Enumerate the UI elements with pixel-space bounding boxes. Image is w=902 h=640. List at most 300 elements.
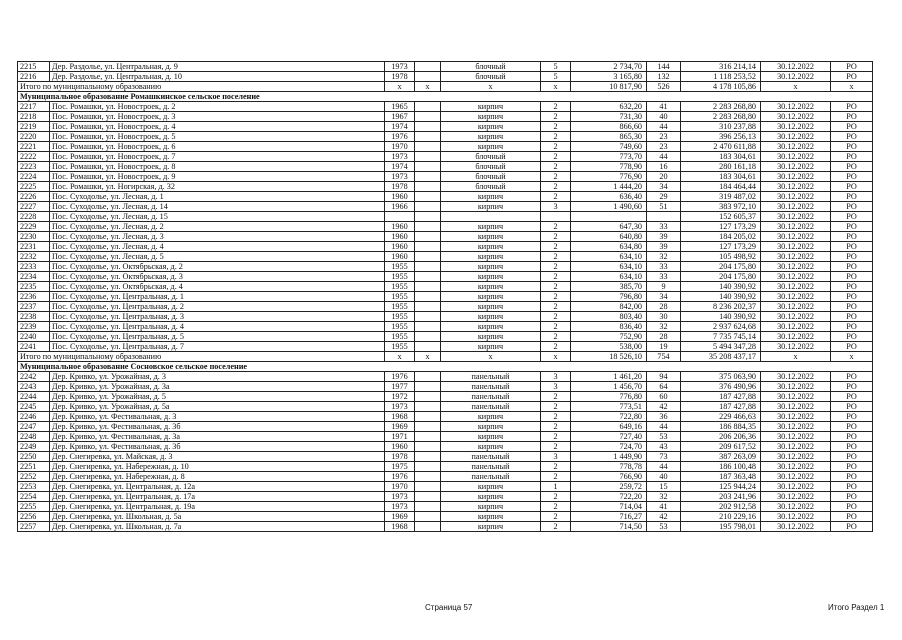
table-cell: РО [831,332,873,342]
table-cell: 202 912,58 [681,502,761,512]
table-row [18,432,873,442]
table-cell: панельный [441,402,541,412]
table-cell: 30.12.2022 [761,62,831,72]
table-cell [415,412,441,422]
table-row [18,222,873,232]
table-cell [415,492,441,502]
table-cell: 30.12.2022 [761,262,831,272]
table-cell: 32 [647,252,681,262]
table-cell: 30.12.2022 [761,402,831,412]
table-cell: кирпич [441,312,541,322]
table-cell: 1977 [385,382,415,392]
table-cell: 385,70 [571,282,647,292]
table-cell [415,252,441,262]
table-row [18,252,873,262]
table-row [18,342,873,352]
table-row [18,232,873,242]
table-row [18,292,873,302]
table-cell: 183 304,61 [681,152,761,162]
table-cell: РО [831,432,873,442]
table-cell: 127 173,29 [681,222,761,232]
table-cell [415,422,441,432]
table-cell: 2 [541,282,571,292]
table-row [18,462,873,472]
table-cell: кирпич [441,262,541,272]
table-cell: РО [831,492,873,502]
table-row [18,212,873,222]
table-cell: 383 972,10 [681,202,761,212]
address-cell: Пос. Ромашки, ул. Новостроек, д. 9 [50,172,385,182]
table-row [18,282,873,292]
table-cell: 15 [647,482,681,492]
table-cell: 9 [647,282,681,292]
row-number: 2244 [18,392,50,402]
table-cell: кирпич [441,282,541,292]
table-cell: 18 526,10 [571,352,647,362]
housing-registry-table [17,61,873,532]
address-cell: Пос. Ромашки, ул. Новостроек, д. 7 [50,152,385,162]
table-cell: 778,90 [571,162,647,172]
table-cell: панельный [441,382,541,392]
table-cell [415,282,441,292]
table-cell: 3 [541,202,571,212]
table-cell [571,212,647,222]
table-cell: 73 [647,452,681,462]
table-cell: 30.12.2022 [761,172,831,182]
table-cell: 1960 [385,242,415,252]
address-cell: Дер. Кривко, ул. Урожайная, д. 5а [50,402,385,412]
table-cell: 30.12.2022 [761,422,831,432]
table-cell: кирпич [441,142,541,152]
address-cell: Дер. Раздолье, ул. Центральная, д. 10 [50,72,385,82]
row-number: 2230 [18,232,50,242]
table-cell: 319 487,02 [681,192,761,202]
table-cell: 204 175,80 [681,272,761,282]
table-cell: 2 937 624,68 [681,322,761,332]
table-cell: 5 [541,62,571,72]
table-cell: 310 237,88 [681,122,761,132]
address-cell: Пос. Ромашки, ул. Новостроек, д. 5 [50,132,385,142]
table-cell: 186 100,48 [681,462,761,472]
row-number: 2237 [18,302,50,312]
table-cell [415,242,441,252]
row-number: 2231 [18,242,50,252]
table-cell: РО [831,102,873,112]
table-cell: РО [831,272,873,282]
table-row [18,412,873,422]
table-row [18,522,873,532]
table-cell: 714,50 [571,522,647,532]
row-number: 2228 [18,212,50,222]
table-cell [415,142,441,152]
table-cell: 16 [647,162,681,172]
subtotal-label: Итого по муниципальному образованию [18,352,385,362]
table-cell: РО [831,452,873,462]
table-cell: x [831,82,873,92]
table-cell: РО [831,312,873,322]
table-cell: 387 263,09 [681,452,761,462]
table-cell: 2 283 268,80 [681,102,761,112]
table-cell: 30.12.2022 [761,242,831,252]
table-cell: РО [831,372,873,382]
table-cell [415,522,441,532]
table-cell: 1 118 253,52 [681,72,761,82]
row-number: 2252 [18,472,50,482]
table-cell: 7 735 745,14 [681,332,761,342]
table-cell: 210 229,16 [681,512,761,522]
address-cell: Дер. Кривко, ул. Фестивальная, д. 3а [50,432,385,442]
table-row [18,162,873,172]
table-row [18,72,873,82]
table-cell [415,162,441,172]
table-cell: 2 [541,242,571,252]
table-cell: 2 734,70 [571,62,647,72]
address-cell: Дер. Кривко, ул. Урожайная, д. 3 [50,372,385,382]
table-cell: 752,90 [571,332,647,342]
table-row [18,322,873,332]
table-cell: 30.12.2022 [761,372,831,382]
table-cell: РО [831,292,873,302]
table-cell: 2 [541,162,571,172]
table-cell: кирпич [441,242,541,252]
table-cell [415,402,441,412]
table-cell: кирпич [441,442,541,452]
table-cell: 30.12.2022 [761,322,831,332]
row-number: 2223 [18,162,50,172]
table-cell: 2 [541,332,571,342]
table-cell: 1 490,60 [571,202,647,212]
table-cell: 53 [647,432,681,442]
table-cell: 127 173,29 [681,242,761,252]
table-cell: 1967 [385,112,415,122]
table-cell: панельный [441,462,541,472]
table-cell: РО [831,262,873,272]
table-cell: 1 444,20 [571,182,647,192]
table-cell: 634,10 [571,262,647,272]
table-cell: 2 [541,132,571,142]
table-cell: кирпич [441,432,541,442]
table-cell: 2 [541,392,571,402]
row-number: 2253 [18,482,50,492]
address-cell: Пос. Суходолье, ул. Центральная, д. 5 [50,332,385,342]
table-row [18,512,873,522]
row-number: 2250 [18,452,50,462]
table-cell: 1969 [385,512,415,522]
address-cell: Пос. Суходолье, ул. Лесная, д. 14 [50,202,385,212]
table-cell: 33 [647,222,681,232]
table-cell [415,122,441,132]
table-cell: 30.12.2022 [761,152,831,162]
table-cell: 140 390,92 [681,292,761,302]
table-cell: 187 427,88 [681,392,761,402]
table-cell: 1 456,70 [571,382,647,392]
table-cell: РО [831,222,873,232]
table-cell: x [761,82,831,92]
table-cell [415,292,441,302]
table-cell: 2 [541,232,571,242]
table-cell: 1960 [385,222,415,232]
table-cell: РО [831,152,873,162]
table-cell: 2 [541,402,571,412]
row-number: 2236 [18,292,50,302]
table-cell: РО [831,302,873,312]
table-cell: 1973 [385,502,415,512]
table-cell: 396 256,13 [681,132,761,142]
table-cell: 203 241,96 [681,492,761,502]
table-cell: 724,70 [571,442,647,452]
table-cell: 204 175,80 [681,262,761,272]
table-cell: 30.12.2022 [761,202,831,212]
table-cell: 41 [647,502,681,512]
table-cell: 1955 [385,322,415,332]
table-cell: РО [831,402,873,412]
table-cell: 375 063,90 [681,372,761,382]
table-cell [647,212,681,222]
table-row [18,302,873,312]
table-cell: 30.12.2022 [761,212,831,222]
table-cell: x [441,352,541,362]
table-cell: РО [831,502,873,512]
table-cell: 19 [647,342,681,352]
address-cell: Пос. Ромашки, ул. Ногирская, д. 32 [50,182,385,192]
table-cell: 1978 [385,72,415,82]
table-row [18,172,873,182]
table-cell: 1960 [385,252,415,262]
table-cell: блочный [441,162,541,172]
table-cell: 1 449,90 [571,452,647,462]
table-cell: 140 390,92 [681,282,761,292]
row-number: 2235 [18,282,50,292]
table-cell: 2 [541,442,571,452]
table-cell: 44 [647,152,681,162]
table-cell: 1971 [385,432,415,442]
address-cell: Пос. Суходолье, ул. Лесная, д. 5 [50,252,385,262]
table-cell: 1974 [385,122,415,132]
address-cell: Пос. Суходолье, ул. Октябрьская, д. 2 [50,262,385,272]
table-cell: 634,10 [571,252,647,262]
table-cell: 23 [647,132,681,142]
table-cell: 776,90 [571,172,647,182]
table-cell: x [441,82,541,92]
table-cell: 2 [541,492,571,502]
table-cell: 2 [541,112,571,122]
table-cell: 30.12.2022 [761,342,831,352]
table-cell: кирпич [441,202,541,212]
row-number: 2221 [18,142,50,152]
address-cell: Дер. Снегиревка, ул. Школьная, д. 7а [50,522,385,532]
table-cell: 184 464,44 [681,182,761,192]
table-cell: 33 [647,272,681,282]
table-cell: кирпич [441,222,541,232]
table-cell: 2 [541,302,571,312]
table-cell: 23 [647,142,681,152]
table-cell: кирпич [441,322,541,332]
table-cell: 526 [647,82,681,92]
table-cell: 5 [541,72,571,82]
table-cell: 727,40 [571,432,647,442]
table-cell: 4 178 105,86 [681,82,761,92]
table-cell: 30.12.2022 [761,452,831,462]
table-cell [415,372,441,382]
table-cell: 1960 [385,232,415,242]
table-cell: 2 [541,312,571,322]
address-cell: Пос. Суходолье, ул. Центральная, д. 2 [50,302,385,312]
table-row [18,422,873,432]
table-cell: 2 [541,262,571,272]
table-cell: РО [831,232,873,242]
table-cell: 2 [541,432,571,442]
table-cell: 766,90 [571,472,647,482]
table-cell: РО [831,112,873,122]
table-cell: 538,00 [571,342,647,352]
table-row [18,502,873,512]
table-row [18,102,873,112]
table-cell: 731,30 [571,112,647,122]
table-cell: x [761,352,831,362]
table-cell: 41 [647,102,681,112]
table-cell: 1976 [385,472,415,482]
address-cell: Дер. Снегиревка, ул. Центральная, д. 12а [50,482,385,492]
address-cell: Дер. Снегиревка, ул. Школьная, д. 5а [50,512,385,522]
table-cell: 2 [541,222,571,232]
table-cell: 803,40 [571,312,647,322]
table-cell: 20 [647,172,681,182]
table-cell [415,132,441,142]
table-cell: 44 [647,122,681,132]
table-row [18,182,873,192]
table-cell: 3 [541,372,571,382]
table-cell: кирпич [441,492,541,502]
table-cell: блочный [441,72,541,82]
table-cell: 186 884,35 [681,422,761,432]
table-row [18,392,873,402]
table-cell: РО [831,472,873,482]
table-cell: блочный [441,172,541,182]
table-cell: 773,51 [571,402,647,412]
table-cell: 30.12.2022 [761,122,831,132]
table-cell: 1955 [385,272,415,282]
table-cell: 30.12.2022 [761,132,831,142]
row-number: 2232 [18,252,50,262]
table-cell: 1955 [385,342,415,352]
table-cell [415,302,441,312]
table-cell: 2 [541,472,571,482]
table-cell [441,212,541,222]
row-number: 2239 [18,322,50,332]
table-cell [415,62,441,72]
table-cell: 30.12.2022 [761,312,831,322]
table-cell: 187 363,48 [681,472,761,482]
table-cell: РО [831,182,873,192]
table-cell: 60 [647,392,681,402]
table-cell: 30.12.2022 [761,232,831,242]
table-cell: 5 494 347,28 [681,342,761,352]
table-cell: 714,04 [571,502,647,512]
row-number: 2215 [18,62,50,72]
table-cell: РО [831,192,873,202]
table-cell: блочный [441,152,541,162]
address-cell: Пос. Суходолье, ул. Центральная, д. 7 [50,342,385,352]
table-cell [415,342,441,352]
table-cell: 30.12.2022 [761,502,831,512]
table-cell: 2 283 268,80 [681,112,761,122]
table-row [18,492,873,502]
row-number: 2229 [18,222,50,232]
table-row [18,122,873,132]
row-number: 2256 [18,512,50,522]
table-cell: 39 [647,232,681,242]
table-cell: 34 [647,292,681,302]
table-cell: РО [831,212,873,222]
table-cell: панельный [441,452,541,462]
address-cell: Пос. Суходолье, ул. Лесная, д. 2 [50,222,385,232]
table-cell [415,322,441,332]
table-cell: 1960 [385,442,415,452]
table-cell [415,462,441,472]
row-number: 2238 [18,312,50,322]
table-cell: блочный [441,182,541,192]
table-cell: 2 [541,192,571,202]
table-cell: x [415,352,441,362]
table-cell: 1972 [385,392,415,402]
row-number: 2224 [18,172,50,182]
table-cell: кирпич [441,502,541,512]
document-page [17,61,872,532]
table-cell: 30.12.2022 [761,442,831,452]
table-cell: РО [831,72,873,82]
table-cell: 33 [647,262,681,272]
row-number: 2243 [18,382,50,392]
address-cell: Пос. Суходолье, ул. Октябрьская, д. 4 [50,282,385,292]
table-cell: 187 427,88 [681,402,761,412]
table-cell: 144 [647,62,681,72]
table-cell: 53 [647,522,681,532]
table-cell: 42 [647,512,681,522]
table-cell: 796,80 [571,292,647,302]
table-cell: 30.12.2022 [761,72,831,82]
table-cell: 30.12.2022 [761,462,831,472]
table-cell: 30.12.2022 [761,472,831,482]
table-cell: 1968 [385,412,415,422]
table-row [18,152,873,162]
table-cell: 43 [647,442,681,452]
section-title: Муниципальное образование Сосновское сельское поселение [18,362,873,372]
row-number: 2248 [18,432,50,442]
table-cell: 2 [541,322,571,332]
table-cell [415,332,441,342]
table-cell: 2 [541,152,571,162]
table-cell: кирпич [441,272,541,282]
table-cell: 778,78 [571,462,647,472]
table-cell: РО [831,142,873,152]
table-cell [415,482,441,492]
table-cell: РО [831,512,873,522]
table-cell: РО [831,442,873,452]
table-cell [415,172,441,182]
table-cell: 836,40 [571,322,647,332]
table-cell: 3 [541,452,571,462]
table-row [18,332,873,342]
row-number: 2257 [18,522,50,532]
table-cell: 2 [541,122,571,132]
table-cell: 51 [647,202,681,212]
table-cell: 1 461,20 [571,372,647,382]
row-number: 2219 [18,122,50,132]
address-cell: Дер. Снегиревка, ул. Центральная, д. 19а [50,502,385,512]
table-cell: 1969 [385,422,415,432]
table-cell [415,152,441,162]
table-cell: 30.12.2022 [761,282,831,292]
